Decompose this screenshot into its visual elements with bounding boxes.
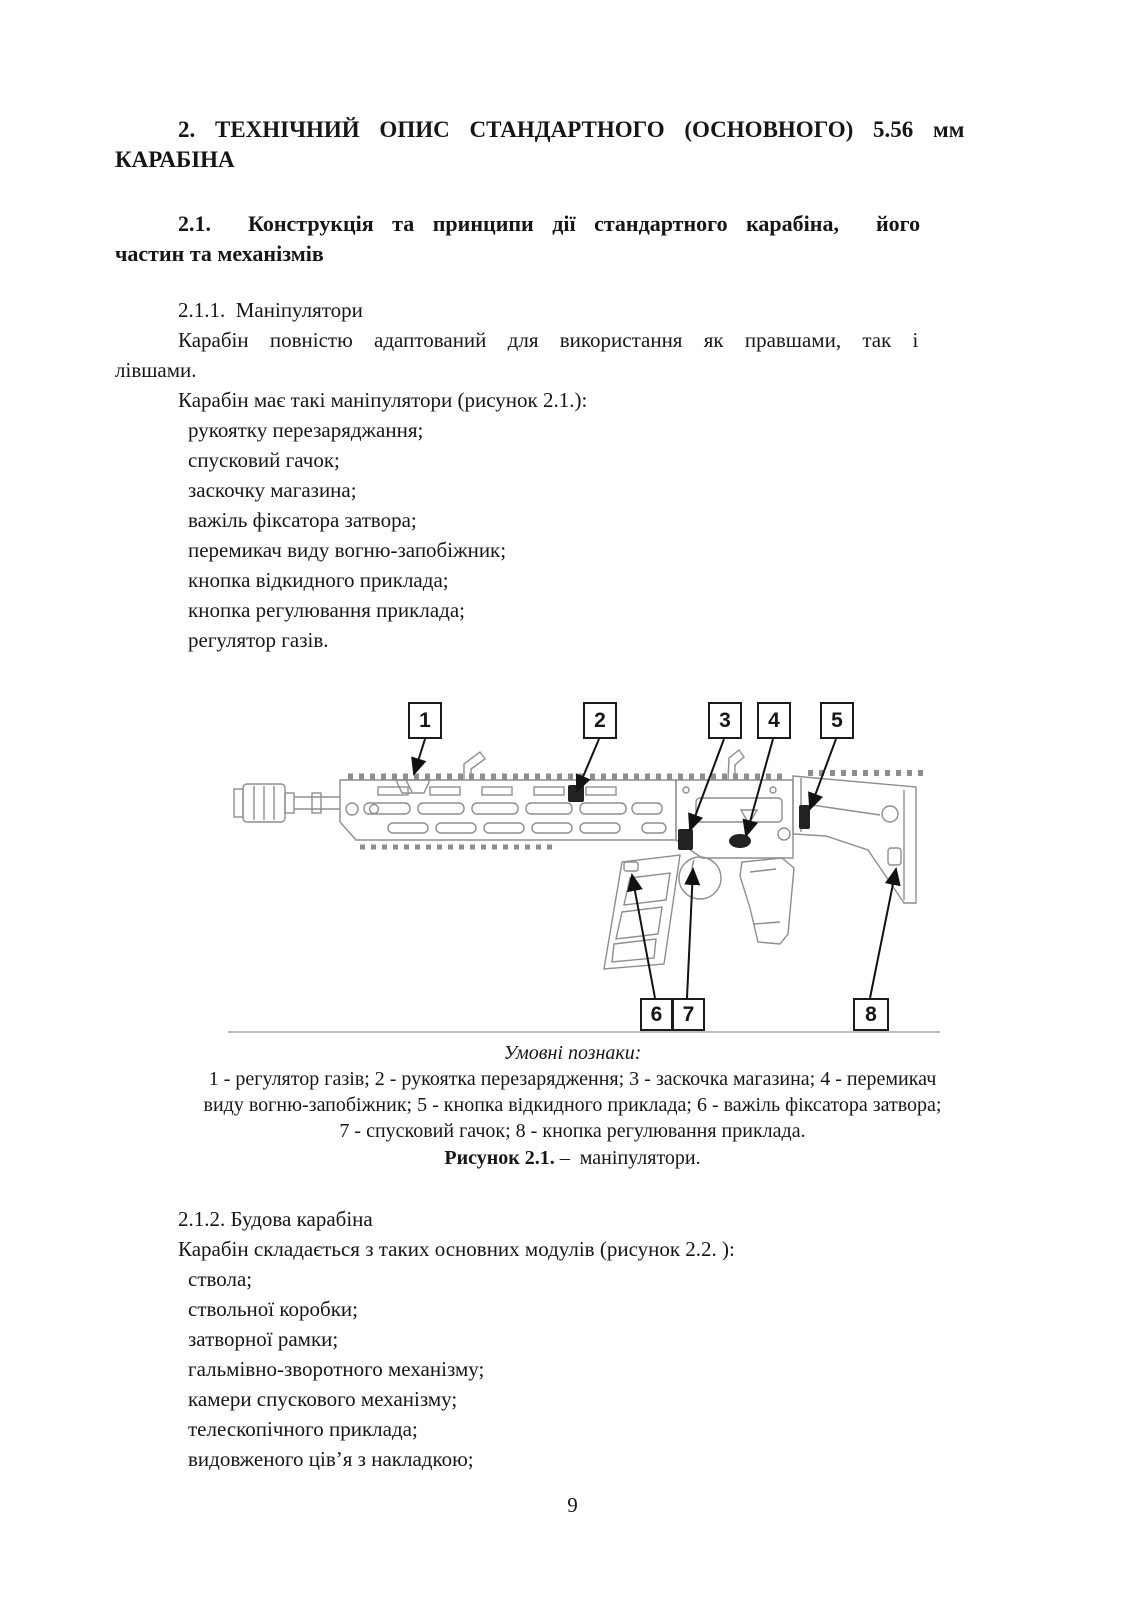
- figure-callout-1: 1: [408, 702, 442, 739]
- list-item: кнопка відкидного приклада;: [188, 568, 449, 592]
- section-2-1-2-heading: 2.1.2. Будова карабіна: [178, 1207, 373, 1231]
- legend-line: 7 - спусковий гачок; 8 - кнопка регулювання приклада.: [339, 1120, 806, 1142]
- legend-title: Умовні познаки:: [503, 1042, 642, 1064]
- figure-caption-number: Рисунок 2.1.: [444, 1147, 555, 1169]
- paragraph-adapted-line1: Карабін повністю адаптований для використання як правшами, так і: [178, 328, 919, 352]
- chapter-title-line1: 2. ТЕХНІЧНИЙ ОПИС СТАНДАРТНОГО (ОСНОВНОГО) 5.56 мм: [178, 117, 965, 142]
- list-item: телескопічного приклада;: [188, 1417, 418, 1441]
- figure-callout-4: 4: [757, 702, 791, 739]
- figure-callout-3: 3: [708, 702, 742, 739]
- list-item: заскочку магазина;: [188, 478, 357, 502]
- list-item: ствола;: [188, 1267, 253, 1291]
- modules-list: [115, 1264, 1030, 1474]
- list-item: камери спускового механізму;: [188, 1387, 458, 1411]
- figure-caption-text: – маніпулятори.: [554, 1147, 701, 1169]
- callout-arrows: [414, 739, 896, 998]
- figure-callout-8: 8: [853, 998, 889, 1031]
- figure-callout-7: 7: [672, 998, 705, 1031]
- legend-line: виду вогню-запобіжник; 5 - кнопка відкидного приклада; 6 - важіль фіксатора затвора;: [203, 1094, 942, 1116]
- list-item: ствольної коробки;: [188, 1297, 358, 1321]
- paragraph-modules-intro: Карабін складається з таких основних модулів (рисунок 2.2. ):: [178, 1237, 735, 1261]
- list-item: видовженого ців’я з накладкою;: [188, 1447, 474, 1471]
- section-2-1-heading: [115, 209, 1030, 269]
- chapter-title-line2: КАРАБІНА: [115, 147, 235, 172]
- manipulators-list: [115, 415, 1030, 655]
- list-item: кнопка регулювання приклада;: [188, 598, 465, 622]
- list-item: рукоятку перезаряджання;: [188, 418, 424, 442]
- figure-2-1: [228, 672, 940, 1034]
- list-item: перемикач виду вогню-запобіжник;: [188, 538, 507, 562]
- paragraph-adapted: [115, 325, 1030, 385]
- list-item: гальмівно-зворотного механізму;: [188, 1357, 485, 1381]
- list-item: важіль фіксатора затвора;: [188, 508, 417, 532]
- list-item: затворної рамки;: [188, 1327, 339, 1351]
- figure-callout-2: 2: [583, 702, 617, 739]
- figure-callout-6: 6: [640, 998, 673, 1031]
- list-item: регулятор газів.: [188, 628, 329, 652]
- list-item: спусковий гачок;: [188, 448, 340, 472]
- figure-caption: [115, 1144, 1030, 1172]
- legend-line: 1 - регулятор газів; 2 - рукоятка перезарядження; 3 - заскочка магазина; 4 - перемикач: [208, 1068, 937, 1090]
- paragraph-adapted-line2: лівшами.: [115, 358, 197, 382]
- chapter-title: [115, 115, 1030, 175]
- page-number: 9: [567, 1493, 578, 1517]
- section-2-1-heading-line1: 2.1. Конструкція та принципи дії стандартного карабіна, його: [178, 211, 921, 236]
- section-2-1-heading-line2: частин та механізмів: [115, 241, 324, 266]
- section-2-1-1-heading: 2.1.1. Маніпулятори: [178, 298, 363, 322]
- figure-callout-5: 5: [820, 702, 854, 739]
- paragraph-manipulators-intro: Карабін має такі маніпулятори (рисунок 2.1.):: [178, 388, 588, 412]
